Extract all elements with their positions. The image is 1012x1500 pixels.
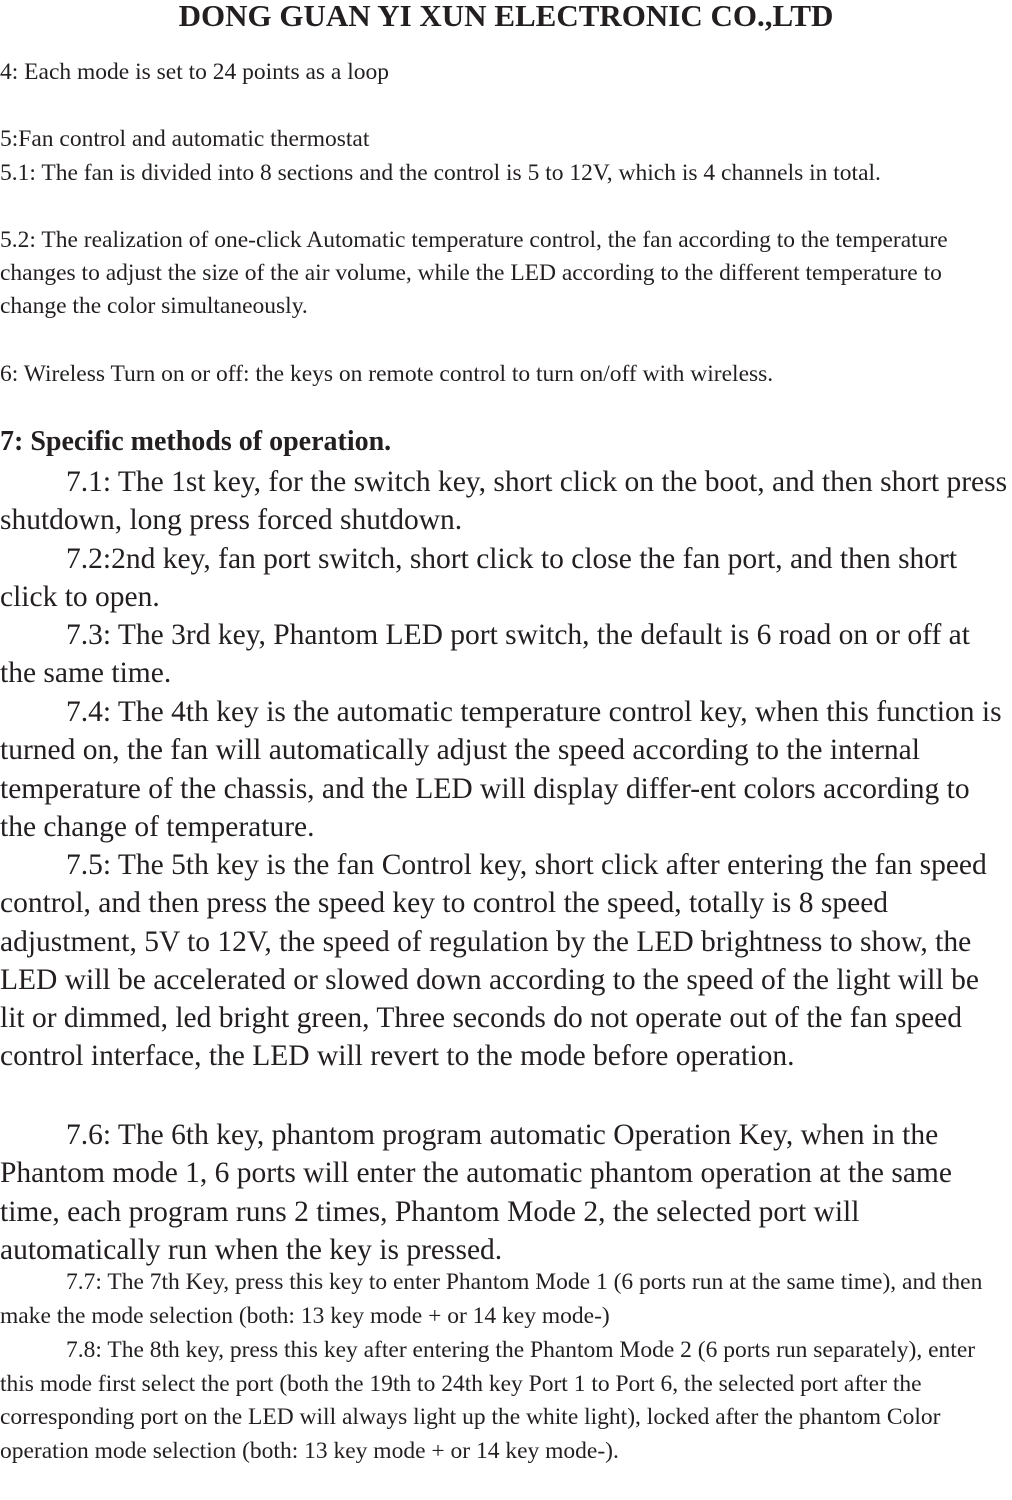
item-5-fan-control-title: 5:Fan control and automatic thermostat [0, 126, 370, 152]
item-5-2-auto-temperature: 5.2: The realization of one-click Automatic temperature control, the fan according to the temperature changes to adjust the size of the air volume, while the LED according to the different temperature to change the color simultaneously. [0, 227, 948, 319]
step-7-7: 7.7: The 7th Key, press this key to enter Phantom Mode 1 (6 ports run at the same time), and then make the mode selection (both: 13 key mode + or 14 key mode-) [0, 1269, 983, 1329]
step-7-3: 7.3: The 3rd key, Phantom LED port switch, the default is 6 road on or off at the same time. [0, 619, 970, 690]
step-7-6: 7.6: The 6th key, phantom program automatic Operation Key, when in the Phantom mode 1, 6 ports will enter the automatic phantom operation at the same time, each program runs 2 times, Phantom Mode 2, the selected port will automatically run when the key is pressed. [0, 1119, 952, 1266]
item-6-wireless: 6: Wireless Turn on or off: the keys on remote control to turn on/off with wireless. [0, 361, 774, 387]
item-4-mode-loop: 4: Each mode is set to 24 points as a loop [0, 59, 390, 85]
step-7-4: 7.4: The 4th key is the automatic temperature control key, when this function is turned on, the fan will automatically adjust the speed according to the internal temperature of the chassis, and the LED will display differ-ent colors according to the change of temperature. [0, 696, 1002, 843]
step-7-1: 7.1: The 1st key, for the switch key, short click on the boot, and then short press shutdown, long press forced shutdown. [0, 466, 1008, 537]
company-title: DONG GUAN YI XUN ELECTRONIC CO.,LTD [178, 0, 834, 33]
step-7-5: 7.5: The 5th key is the fan Control key, short click after entering the fan speed control, and then press the speed key to control the speed, totally is 8 speed adjustment, 5V to 12V, the speed of regulation by the LED brightness to show, the LED will be accelerated or slowed down according to the speed of the light will be lit or dimmed, led bright green, Three seconds do not operate out of the fan speed control interface, the LED will revert to the mode before operation. [0, 849, 987, 1073]
step-7-8: 7.8: The 8th key, press this key after entering the Phantom Mode 2 (6 ports run separately), enter this mode first select the port (both the 19th to 24th key Port 1 to Port 6, the selected port after the corresponding port on the LED will always light up the white light), locked after the phantom Color operation mode selection (both: 13 key mode + or 14 key mode-). [0, 1337, 976, 1464]
step-7-2: 7.2:2nd key, fan port switch, short click to close the fan port, and then short click to open. [0, 543, 958, 614]
section-7-heading: 7: Specific methods of operation. [0, 426, 392, 457]
item-5-1-fan-sections: 5.1: The fan is divided into 8 sections and the control is 5 to 12V, which is 4 channels in total. [0, 160, 881, 186]
